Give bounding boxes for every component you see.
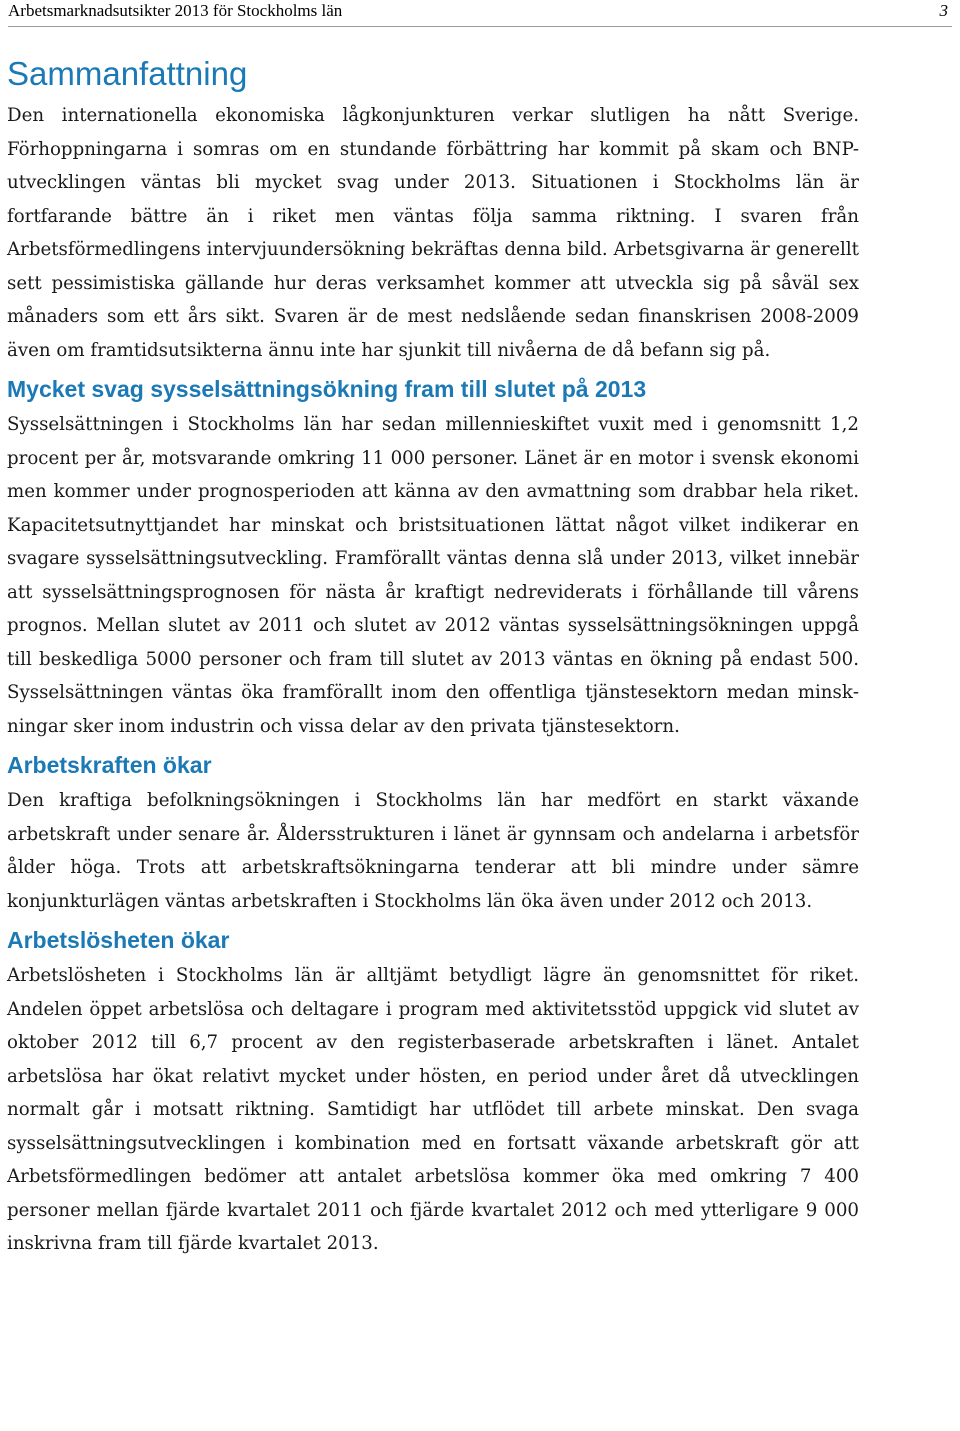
section-paragraph-unemployment: Arbetslösheten i Stockholms län är alltjämt betydligt lägre än genomsnittet för riket. Andelen öppet arbetslösa och deltagare i program med aktivitetsstöd uppgick vid slutet av oktober 2012 till 6,7 procent av den registerbaserade arbetskraften i länet. Antalet arbetslösa har ökat relativt mycket under hösten, en period under året då utvecklingen normalt går i motsatt riktning. Samtidigt har utflödet till arbete minskat. Den svaga sysselsättningsutvecklingen i kombination med en fortsatt växande arbetskraft gör att Arbetsförmedlingen bedömer att antalet arbetslösa kommer öka med omkring 7 400 personer mellan fjärde kvartalet 2011 och fjärde kvartalet 2012 och med ytterligare 9 000 inskrivna fram till fjärde kvartalet 2013.	[7, 965, 859, 1254]
section-heading-unemployment: Arbetslösheten ökar	[7, 927, 230, 953]
page-number: 3	[939, 1, 948, 20]
section-paragraph-employment: Sysselsättningen i Stockholms län har sedan millennieskiftet vuxit med i genomsnitt 1,2 procent per år, motsvarande omkring 11 000 personer. Länet är en motor i svensk ekonomi men kommer under prognosperioden att känna av den avmattning som drabbar hela riket. Kapacitetsutnyttjandet har minskat och bristsituationen lättat något vilket indikerar en svagare sysselsättningsutveckling. Framförallt väntas denna slå under 2013, vilket innebär att sysselsättningsprognosen för nästa år kraftigt nedreviderats i förhållande till vårens prognos. Mellan slutet av 2011 och slutet av 2012 väntas sysselsättningsökningen uppgå till beskedliga 5000 personer och fram till slutet av 2013 väntas en ökning på endast 500. Sysselsättningen väntas öka framförallt inom den offentliga tjänstesektorn medan minskningar sker inom industrin och vissa delar av den privata tjänstesektorn.	[7, 414, 859, 737]
section-heading-labour-force: Arbetskraften ökar	[7, 752, 212, 778]
running-header	[8, 0, 952, 27]
section-paragraph-labour-force: Den kraftiga befolkningsökningen i Stockholms län har medfört en starkt växande arbetskraft under senare år. Åldersstrukturen i länet är gynnsam och andelarna i arbetsför ålder höga. Trots att arbetskraftsökningarna tenderar att bli mindre under sämre konjunkturlägen väntas arbetskraften i Stockholms län öka även under 2012 och 2013.	[7, 790, 859, 912]
summary-paragraph: Den internationella ekonomiska lågkonjunkturen verkar slutligen ha nått Sverige. Förhoppningarna i somras om en stundande förbättring har kommit på skam och BNP-utvecklingen väntas bli mycket svag under 2013. Situationen i Stockholms län är fortfarande bättre än i riket men väntas följa samma riktning. I svaren från Arbetsförmedlingens intervjuundersökning bekräftas denna bild. Arbetsgivarna är generellt sett pessimistiska gällande hur deras verksamhet kommer att utveckla sig på såväl sex månaders som ett års sikt. Svaren är de mest nedslående sedan finanskrisen 2008-2009 även om framtidsutsikterna ännu inte har sjunkit till nivåerna de då befann sig på.	[7, 105, 859, 361]
report-title: Arbetsmarknadsutsikter 2013 för Stockholms län	[8, 1, 343, 20]
section-heading-employment: Mycket svag sysselsättningsökning fram till slutet på 2013	[7, 376, 647, 402]
main-content	[7, 52, 859, 1265]
summary-heading: Sammanfattning	[7, 55, 248, 92]
